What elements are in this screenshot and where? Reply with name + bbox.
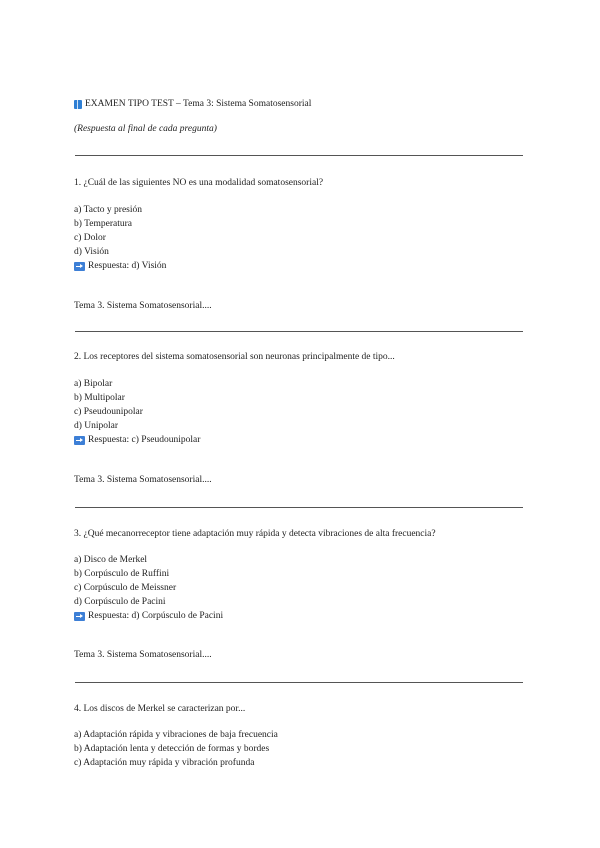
option: a) Disco de Merkel — [74, 555, 148, 565]
option: d) Visión — [74, 247, 109, 257]
answer-text: Respuesta: d) Corpúsculo de Pacini — [88, 611, 224, 621]
question-2-options — [74, 377, 200, 447]
divider — [75, 155, 523, 156]
option: a) Tacto y presión — [74, 205, 143, 215]
exam-subtitle: (Respuesta al final de cada pregunta) — [74, 124, 217, 134]
exam-title — [74, 99, 311, 109]
answer-text: Respuesta: d) Visión — [88, 261, 167, 271]
arrow-right-icon — [74, 262, 85, 271]
option: d) Unipolar — [74, 421, 119, 431]
option: c) Adaptación muy rápida y vibración profunda — [74, 758, 255, 768]
option: b) Temperatura — [74, 219, 132, 229]
divider — [75, 682, 523, 683]
question-1-text: 1. ¿Cuál de las siguientes NO es una modalidad somatosensorial? — [74, 178, 324, 188]
question-2-answer — [74, 433, 200, 447]
exam-title-text: EXAMEN TIPO TEST – Tema 3: Sistema Somatosensorial — [85, 99, 312, 109]
divider — [75, 507, 523, 508]
book-icon — [74, 100, 82, 109]
option: a) Bipolar — [74, 379, 113, 389]
answer-text: Respuesta: c) Pseudounipolar — [88, 435, 201, 445]
section-footer: Tema 3. Sistema Somatosensorial.... — [74, 301, 212, 311]
question-1-options — [74, 203, 166, 273]
option: a) Adaptación rápida y vibraciones de baja frecuencia — [74, 730, 278, 740]
question-4-options — [74, 728, 278, 770]
question-2-text: 2. Los receptores del sistema somatosensorial son neuronas principalmente de tipo... — [74, 352, 395, 362]
divider — [75, 331, 523, 332]
option: c) Pseudounipolar — [74, 407, 143, 417]
option: c) Corpúsculo de Meissner — [74, 583, 177, 593]
option: d) Corpúsculo de Pacini — [74, 597, 166, 607]
arrow-right-icon — [74, 612, 85, 621]
question-3-options — [74, 553, 223, 623]
question-3-answer — [74, 609, 223, 623]
option: b) Adaptación lenta y detección de formas y bordes — [74, 744, 270, 754]
question-3-text: 3. ¿Qué mecanorreceptor tiene adaptación muy rápida y detecta vibraciones de alta frecuencia? — [74, 529, 436, 539]
section-footer: Tema 3. Sistema Somatosensorial.... — [74, 475, 212, 485]
question-1-answer — [74, 259, 166, 273]
option: c) Dolor — [74, 233, 106, 243]
option: b) Multipolar — [74, 393, 125, 403]
option: b) Corpúsculo de Ruffini — [74, 569, 170, 579]
question-4-text: 4. Los discos de Merkel se caracterizan por... — [74, 704, 246, 714]
section-footer: Tema 3. Sistema Somatosensorial.... — [74, 650, 212, 660]
arrow-right-icon — [74, 436, 85, 445]
